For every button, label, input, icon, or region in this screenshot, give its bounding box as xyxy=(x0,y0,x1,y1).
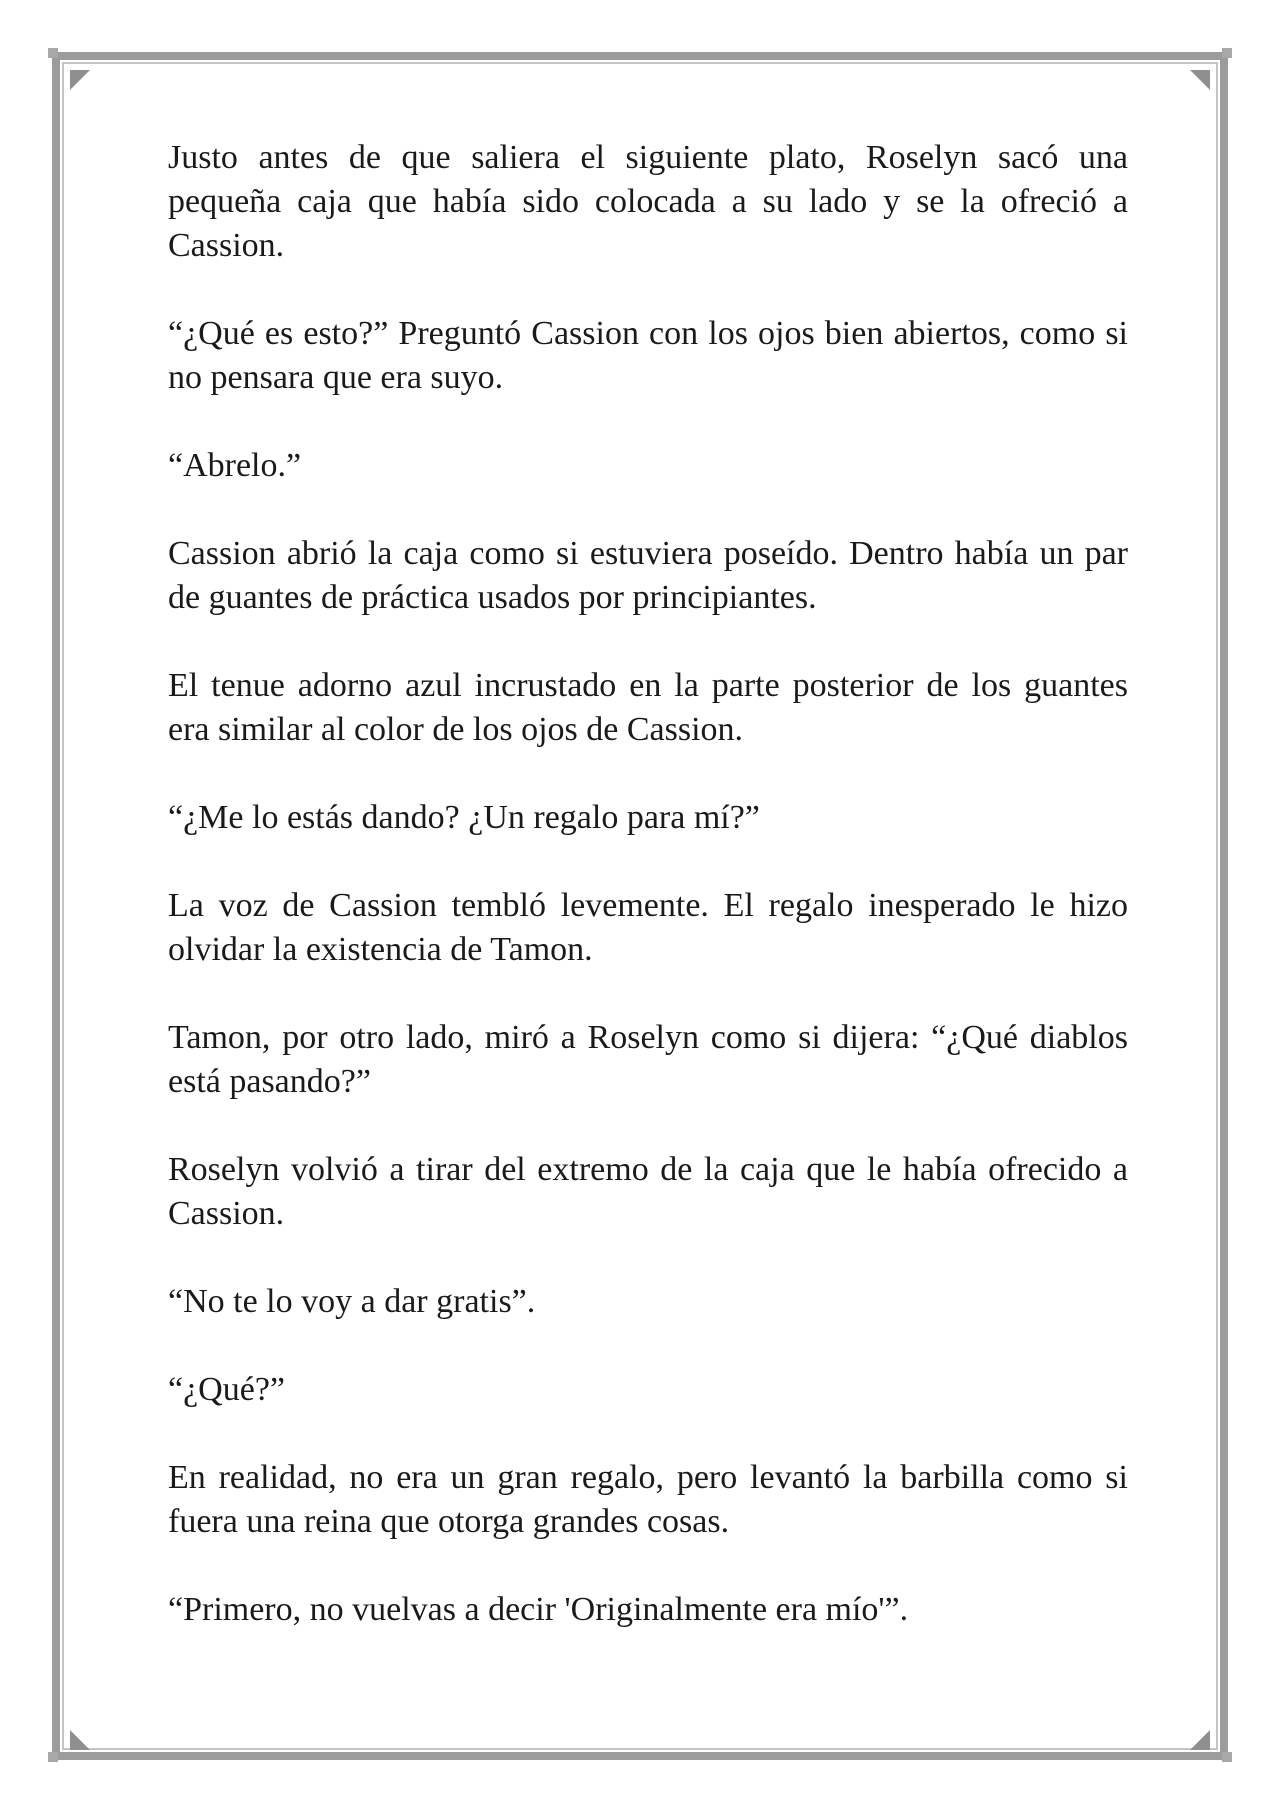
paragraph: Cassion abrió la caja como si estuviera poseído. Dentro había un par de guantes de práctica usados por principiantes. xyxy=(168,535,1128,616)
paragraph: “Abrelo.” xyxy=(168,447,302,484)
frame-bottom-inner-line xyxy=(62,1748,1218,1750)
paragraph: En realidad, no era un gran regalo, pero levantó la barbilla como si fuera una reina que otorga grandes cosas. xyxy=(168,1459,1128,1540)
corner-triangle-top-left xyxy=(70,70,90,90)
paragraph: “¿Qué es esto?” Preguntó Cassion con los ojos bien abiertos, como si no pensara que era suyo. xyxy=(168,315,1128,396)
corner-triangle-top-right xyxy=(1190,70,1210,90)
paragraph: “Primero, no vuelvas a decir 'Originalmente era mío'”. xyxy=(168,1591,909,1628)
frame-right-inner-line xyxy=(1216,62,1218,1750)
corner-ornament-top-left xyxy=(48,48,58,58)
paragraph: Roselyn volvió a tirar del extremo de la caja que le había ofrecido a Cassion. xyxy=(168,1151,1128,1232)
corner-ornament-bottom-right xyxy=(1222,1752,1232,1762)
corner-ornament-top-right xyxy=(1222,48,1232,58)
paragraph: La voz de Cassion tembló levemente. El regalo inesperado le hizo olvidar la existencia de Tamon. xyxy=(168,887,1128,968)
frame-top-line xyxy=(56,52,1224,60)
paragraph: “No te lo voy a dar gratis”. xyxy=(168,1283,536,1320)
frame-top-inner-line xyxy=(62,62,1218,64)
frame-left-line xyxy=(52,56,60,1756)
corner-triangle-bottom-right xyxy=(1190,1730,1210,1750)
paragraph: “¿Qué?” xyxy=(168,1371,286,1408)
paragraph: Justo antes de que saliera el siguiente plato, Roselyn sacó una pequeña caja que había sido colocada a su lado y se la ofreció a Cassion. xyxy=(168,139,1128,264)
corner-triangle-bottom-left xyxy=(70,1730,90,1750)
frame-bottom-line xyxy=(56,1752,1224,1760)
paragraph: El tenue adorno azul incrustado en la parte posterior de los guantes era similar al color de los ojos de Cassion. xyxy=(168,667,1128,748)
frame-left-inner-line xyxy=(62,62,64,1750)
page-body xyxy=(168,136,1128,1676)
paragraph: Tamon, por otro lado, miró a Roselyn como si dijera: “¿Qué diablos está pasando?” xyxy=(168,1019,1128,1100)
corner-ornament-bottom-left xyxy=(48,1752,58,1762)
frame-right-line xyxy=(1220,56,1228,1756)
paragraph: “¿Me lo estás dando? ¿Un regalo para mí?” xyxy=(168,799,760,836)
